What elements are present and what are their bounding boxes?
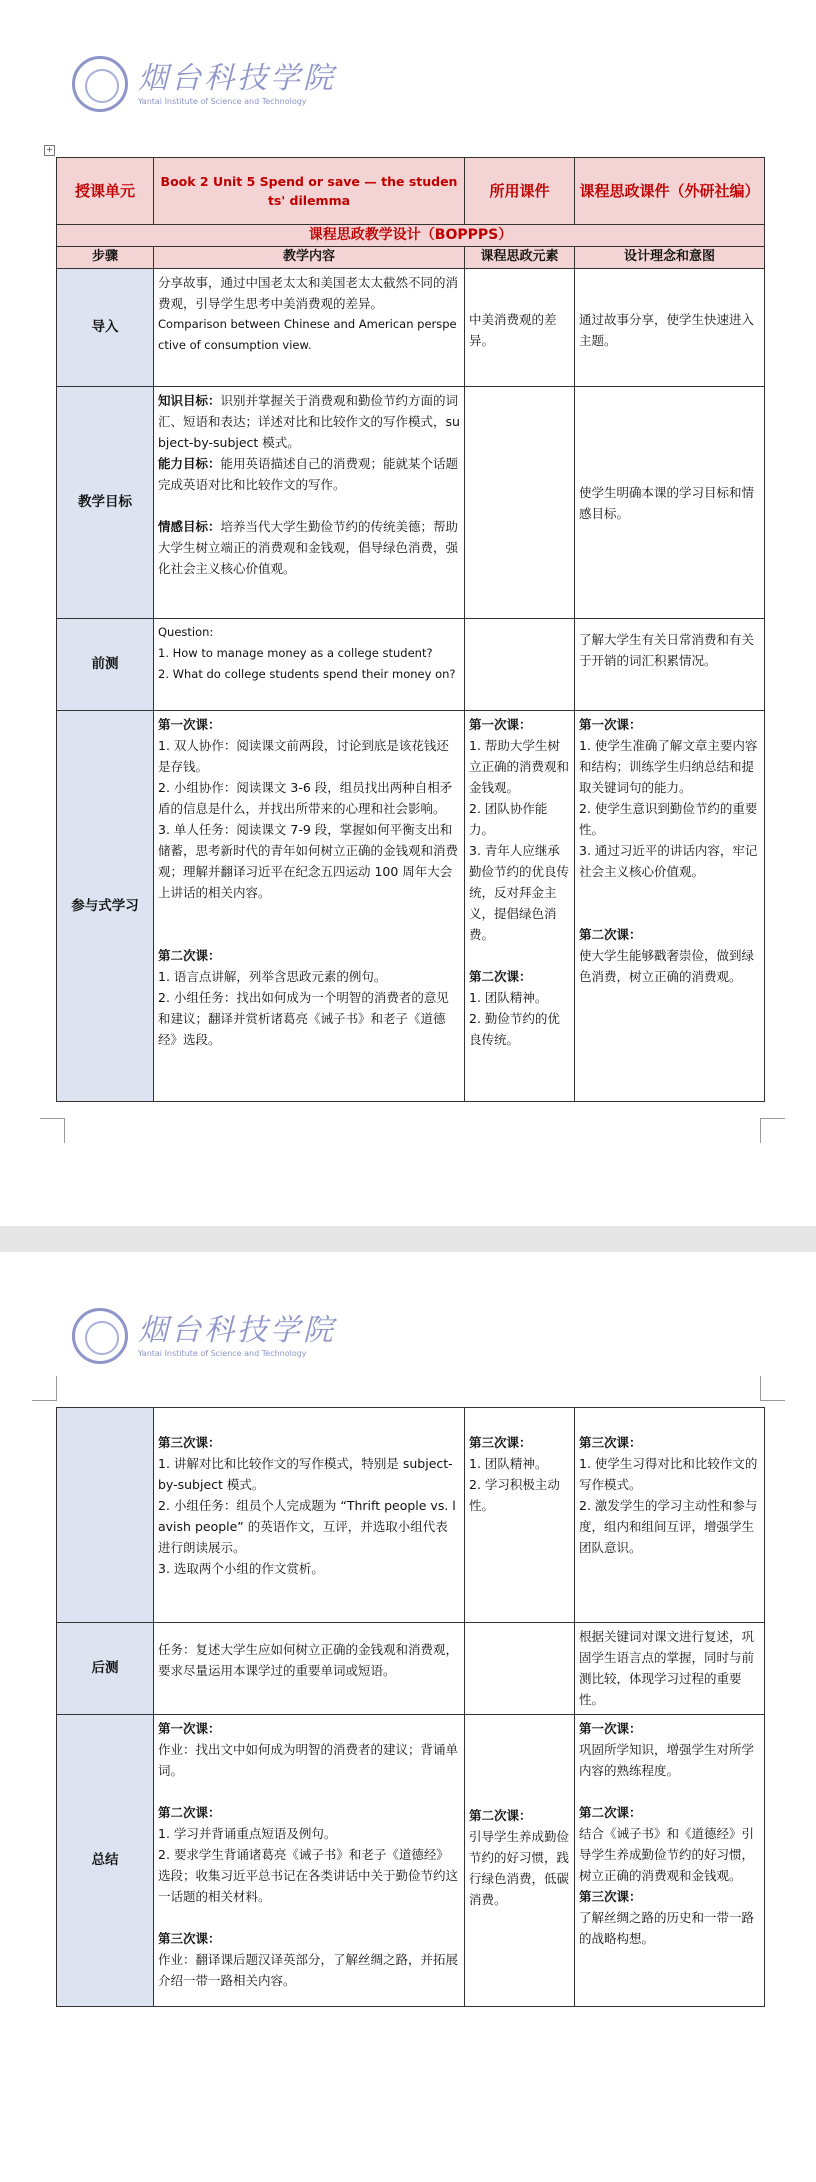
courseware-value: 课程思政课件（外研社编） bbox=[575, 158, 765, 225]
unit-label: 授课单元 bbox=[57, 158, 154, 225]
summary-concept: 第一次课： 巩固所学知识，增强学生对所学内容的熟练程度。 第二次课： 结合《诫子书》和《道德经》引导学生养成勤俭节约的好习惯，树立正确的消费观和金钱观。 第三次课： 了解丝绸之路的历史和一带一路的战略构想。 bbox=[575, 1715, 765, 2007]
pretest-concept: 了解大学生有关日常消费和有关于开销的词汇积累情况。 bbox=[575, 619, 765, 711]
participatory-concept-continued: 第三次课： 1. 使学生习得对比和比较作文的写作模式。 2. 激发学生的学习主动性和参与度，组内和组间互评，增强学生团队意识。 bbox=[575, 1408, 765, 1623]
posttest-content: 任务：复述大学生应如何树立正确的金钱观和消费观，要求尽量运用本课学过的重要单词或短语。 bbox=[154, 1623, 465, 1715]
step-intro: 导入 bbox=[57, 269, 154, 387]
objectives-concept: 使学生明确本课的学习目标和情感目标。 bbox=[575, 387, 765, 619]
margin-mark-bottom-right bbox=[760, 1118, 785, 1143]
participatory-content: 第一次课： 1. 双人协作：阅读课文前两段，讨论到底是该花钱还是存钱。 2. 小组协作：阅读课文 3-6 段，组员找出两种自相矛盾的信息是什么，并找出所带来的心理和社会影响。 3. 单人任务：阅读课文 7-9 段，掌握如何平衡支出和储蓄，思考新时代的青年如何树立正确的金钱观和消费观；理解并翻译习近平在纪念五四运动 100 周年大会上讲话的相关内容。 第二次课： 1. 语言点讲解，列举含思政元素的例句。 2. 小组任务：找出如何成为一个明智的消费者的意见和建议；翻译并赏析诸葛亮《诫子书》和老子《道德经》选段。 bbox=[154, 711, 465, 1102]
design-title: 课程思政教学设计（BOPPPS） bbox=[57, 225, 765, 247]
unit-value: Book 2 Unit 5 Spend or save — the students' dilemma bbox=[154, 158, 465, 225]
margin-mark-bottom-left bbox=[40, 1118, 65, 1143]
participatory-concept: 第一次课： 1. 使学生准确了解文章主要内容和结构；训练学生归纳总结和提取关键词句的能力。 2. 使学生意识到勤俭节约的重要性。 3. 通过习近平的讲话内容，牢记社会主义核心价值观。 第二次课： 使大学生能够戳奢崇俭，做到绿色消费，树立正确的消费观。 bbox=[575, 711, 765, 1102]
pretest-content: Question: 1. How to manage money as a college student? 2. What do college students spend their money on? bbox=[154, 619, 465, 711]
participatory-continued-label bbox=[57, 1408, 154, 1623]
column-header-element: 课程思政元素 bbox=[465, 247, 575, 269]
logo-chinese-name: 烟台科技学院 bbox=[138, 1312, 336, 1348]
participatory-element: 第一次课： 1. 帮助大学生树立正确的消费观和金钱观。 2. 团队协作能力。 3. 青年人应继承勤俭节约的优良传统，反对拜金主义，提倡绿色消费。 第二次课： 1. 团队精神。 2. 勤俭节约的优良传统。 bbox=[465, 711, 575, 1102]
step-pretest: 前测 bbox=[57, 619, 154, 711]
lesson-plan-table-page1 bbox=[56, 157, 765, 1102]
college-seal-icon bbox=[72, 56, 128, 112]
posttest-element bbox=[465, 1623, 575, 1715]
margin-mark-top-right bbox=[760, 1376, 785, 1401]
page-gap bbox=[0, 1226, 816, 1252]
column-header-step: 步骤 bbox=[57, 247, 154, 269]
margin-mark-top-left bbox=[32, 1376, 57, 1401]
lesson-plan-table-page2 bbox=[56, 1407, 765, 2007]
step-summary: 总结 bbox=[57, 1715, 154, 2007]
step-posttest: 后测 bbox=[57, 1623, 154, 1715]
posttest-concept: 根据关键词对课文进行复述，巩固学生语言点的掌握，同时与前测比较，体现学习过程的重要性。 bbox=[575, 1623, 765, 1715]
intro-concept: 通过故事分享，使学生快速进入主题。 bbox=[575, 269, 765, 387]
column-header-concept: 设计理念和意图 bbox=[575, 247, 765, 269]
objectives-element bbox=[465, 387, 575, 619]
college-logo-page2 bbox=[72, 1308, 336, 1364]
college-logo bbox=[72, 56, 336, 112]
participatory-content-continued: 第三次课： 1. 讲解对比和比较作文的写作模式，特别是 subject-by-subject 模式。 2. 小组任务：组员个人完成题为 “Thrift people vs. lavish people” 的英语作文，互评，并选取小组代表进行朗读展示。 3. 选取两个小组的作文赏析。 bbox=[154, 1408, 465, 1623]
column-header-content: 教学内容 bbox=[154, 247, 465, 269]
courseware-label: 所用课件 bbox=[465, 158, 575, 225]
summary-element: 第二次课： 引导学生养成勤俭节约的好习惯，践行绿色消费，低碳消费。 bbox=[465, 1715, 575, 2007]
objectives-content: 知识目标：识别并掌握关于消费观和勤俭节约方面的词汇、短语和表达；详述对比和比较作文的写作模式，subject-by-subject 模式。 能力目标：能用英语描述自己的消费观；能就某个话题完成英语对比和比较作文的写作。 情感目标：培养当代大学生勤俭节约的传统美德；帮助大学生树立端正的消费观和金钱观，倡导绿色消费，强化社会主义核心价值观。 bbox=[154, 387, 465, 619]
logo-english-name: Yantai Institute of Science and Technology bbox=[138, 96, 307, 106]
intro-content: 分享故事，通过中国老太太和美国老太太截然不同的消费观，引导学生思考中美消费观的差异。 Comparison between Chinese and American perspective of consumption view. bbox=[154, 269, 465, 387]
logo-english-name: Yantai Institute of Science and Technology bbox=[138, 1348, 307, 1358]
logo-chinese-name: 烟台科技学院 bbox=[138, 60, 336, 96]
table-move-handle-icon[interactable]: + bbox=[44, 145, 55, 156]
summary-content: 第一次课： 作业：找出文中如何成为明智的消费者的建议；背诵单词。 第二次课： 1. 学习并背诵重点短语及例句。 2. 要求学生背诵诸葛亮《诫子书》和老子《道德经》选段；收集习近平总书记在各类讲话中关于勤俭节约这一话题的相关材料。 第三次课： 作业：翻译课后题汉译英部分，了解丝绸之路，并拓展介绍一带一路相关内容。 bbox=[154, 1715, 465, 2007]
pretest-element bbox=[465, 619, 575, 711]
step-objectives: 教学目标 bbox=[57, 387, 154, 619]
participatory-element-continued: 第三次课： 1. 团队精神。 2. 学习积极主动性。 bbox=[465, 1408, 575, 1623]
college-seal-icon bbox=[72, 1308, 128, 1364]
intro-element: 中美消费观的差异。 bbox=[465, 269, 575, 387]
step-participatory: 参与式学习 bbox=[57, 711, 154, 1102]
